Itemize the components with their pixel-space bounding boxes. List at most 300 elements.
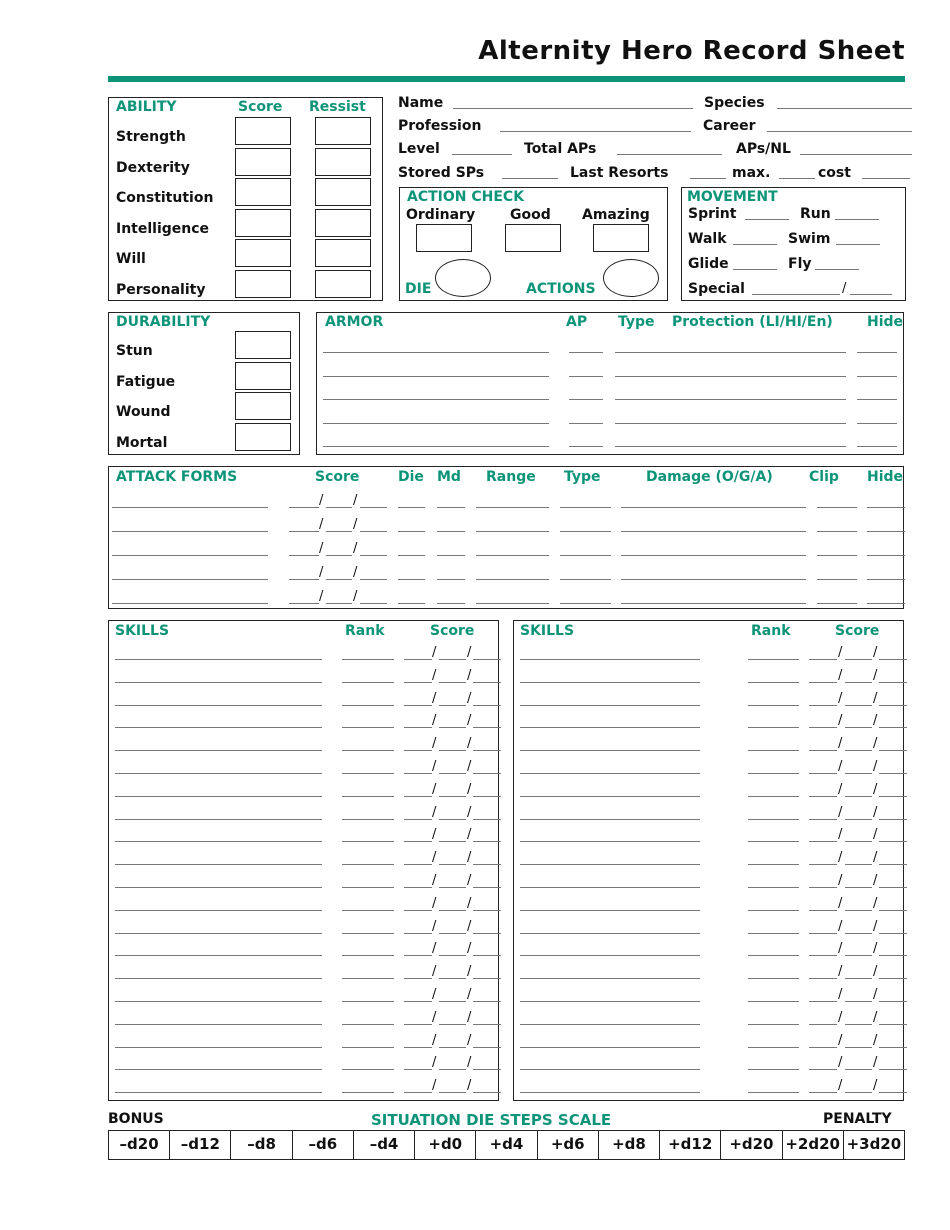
ability-score-box[interactable] [235, 117, 291, 145]
attack-range-field[interactable] [476, 579, 549, 580]
attack-clip-field[interactable] [817, 531, 857, 532]
skill-score-field[interactable] [439, 659, 466, 660]
skill-name-field[interactable] [115, 978, 322, 979]
skill-name-field[interactable] [115, 864, 322, 865]
glide-field[interactable] [733, 269, 777, 270]
armor-type-field[interactable] [615, 352, 661, 353]
skill-name-field[interactable] [520, 819, 700, 820]
special-field-1[interactable] [752, 294, 840, 295]
skill-name-field[interactable] [115, 1092, 322, 1093]
skill-score-field[interactable] [879, 978, 907, 979]
skill-name-field[interactable] [115, 910, 322, 911]
armor-protection-field[interactable] [661, 446, 846, 447]
skill-score-field[interactable] [809, 841, 837, 842]
skill-name-field[interactable] [115, 682, 322, 683]
attack-range-field[interactable] [476, 507, 549, 508]
skill-score-field[interactable] [809, 978, 837, 979]
skill-score-field[interactable] [404, 1069, 432, 1070]
skill-score-field[interactable] [845, 933, 872, 934]
skill-rank-field[interactable] [342, 727, 394, 728]
skill-score-field[interactable] [404, 978, 432, 979]
skill-score-field[interactable] [809, 910, 837, 911]
skill-name-field[interactable] [520, 864, 700, 865]
skill-rank-field[interactable] [342, 955, 394, 956]
attack-score-field[interactable] [326, 531, 352, 532]
skill-score-field[interactable] [473, 887, 501, 888]
skill-score-field[interactable] [845, 887, 872, 888]
walk-field[interactable] [733, 244, 777, 245]
skill-name-field[interactable] [520, 841, 700, 842]
skill-score-field[interactable] [845, 659, 872, 660]
skill-score-field[interactable] [439, 682, 466, 683]
skill-score-field[interactable] [845, 1024, 872, 1025]
attack-name-field[interactable] [112, 531, 268, 532]
skill-score-field[interactable] [439, 910, 466, 911]
sprint-field[interactable] [745, 219, 789, 220]
skill-name-field[interactable] [520, 1069, 700, 1070]
attack-clip-field[interactable] [817, 555, 857, 556]
skill-rank-field[interactable] [342, 1069, 394, 1070]
attack-md-field[interactable] [437, 579, 465, 580]
cost-field[interactable] [862, 178, 910, 179]
skill-score-field[interactable] [845, 910, 872, 911]
skill-score-field[interactable] [404, 1047, 432, 1048]
skill-score-field[interactable] [473, 705, 501, 706]
attack-name-field[interactable] [112, 507, 268, 508]
skill-score-field[interactable] [404, 1092, 432, 1093]
skill-rank-field[interactable] [342, 1024, 394, 1025]
skill-score-field[interactable] [809, 773, 837, 774]
skill-score-field[interactable] [809, 659, 837, 660]
armor-name-field[interactable] [323, 399, 549, 400]
skill-name-field[interactable] [520, 773, 700, 774]
skill-rank-field[interactable] [748, 864, 799, 865]
durability-box-field[interactable] [235, 392, 291, 420]
skill-rank-field[interactable] [342, 933, 394, 934]
skill-score-field[interactable] [404, 910, 432, 911]
skill-name-field[interactable] [520, 887, 700, 888]
ability-resist-box[interactable] [315, 148, 371, 176]
skill-score-field[interactable] [809, 1069, 837, 1070]
skill-score-field[interactable] [845, 864, 872, 865]
skill-score-field[interactable] [879, 955, 907, 956]
swim-field[interactable] [836, 244, 880, 245]
ability-resist-box[interactable] [315, 117, 371, 145]
skill-score-field[interactable] [845, 955, 872, 956]
skill-rank-field[interactable] [748, 750, 799, 751]
skill-score-field[interactable] [404, 750, 432, 751]
skill-score-field[interactable] [473, 1047, 501, 1048]
skill-score-field[interactable] [879, 750, 907, 751]
skill-score-field[interactable] [809, 705, 837, 706]
skill-score-field[interactable] [473, 841, 501, 842]
skill-rank-field[interactable] [342, 864, 394, 865]
skill-score-field[interactable] [404, 864, 432, 865]
attack-die-field[interactable] [398, 507, 425, 508]
skill-rank-field[interactable] [748, 1047, 799, 1048]
skill-rank-field[interactable] [342, 682, 394, 683]
armor-hide-field[interactable] [857, 446, 897, 447]
skill-score-field[interactable] [809, 1001, 837, 1002]
skill-rank-field[interactable] [342, 750, 394, 751]
armor-protection-field[interactable] [661, 352, 846, 353]
amazing-box[interactable] [593, 224, 649, 252]
skill-score-field[interactable] [845, 727, 872, 728]
skill-score-field[interactable] [473, 819, 501, 820]
armor-protection-field[interactable] [661, 399, 846, 400]
attack-clip-field[interactable] [817, 507, 857, 508]
skill-score-field[interactable] [845, 1001, 872, 1002]
skill-score-field[interactable] [809, 1092, 837, 1093]
skill-score-field[interactable] [439, 955, 466, 956]
skill-rank-field[interactable] [342, 1092, 394, 1093]
skill-score-field[interactable] [439, 1024, 466, 1025]
skill-score-field[interactable] [404, 1001, 432, 1002]
skill-rank-field[interactable] [748, 659, 799, 660]
armor-hide-field[interactable] [857, 423, 897, 424]
die-step-cell[interactable]: –d12 [169, 1130, 231, 1160]
skill-score-field[interactable] [404, 705, 432, 706]
skill-score-field[interactable] [879, 1001, 907, 1002]
skill-name-field[interactable] [520, 1047, 700, 1048]
skill-rank-field[interactable] [342, 910, 394, 911]
die-step-cell[interactable]: +2d20 [782, 1130, 844, 1160]
durability-box-field[interactable] [235, 362, 291, 390]
attack-range-field[interactable] [476, 555, 549, 556]
skill-score-field[interactable] [879, 705, 907, 706]
max-field[interactable] [779, 178, 815, 179]
skill-score-field[interactable] [404, 727, 432, 728]
ability-resist-box[interactable] [315, 239, 371, 267]
skill-score-field[interactable] [439, 1047, 466, 1048]
skill-score-field[interactable] [879, 727, 907, 728]
skill-rank-field[interactable] [748, 819, 799, 820]
profession-field[interactable] [500, 131, 691, 132]
skill-name-field[interactable] [115, 727, 322, 728]
skill-score-field[interactable] [845, 841, 872, 842]
ability-score-box[interactable] [235, 270, 291, 298]
attack-score-field[interactable] [326, 507, 352, 508]
ability-score-box[interactable] [235, 209, 291, 237]
attack-damage-field[interactable] [621, 507, 806, 508]
skill-score-field[interactable] [809, 1024, 837, 1025]
attack-name-field[interactable] [112, 579, 268, 580]
skill-score-field[interactable] [879, 819, 907, 820]
skill-rank-field[interactable] [748, 1024, 799, 1025]
attack-score-field[interactable] [326, 603, 352, 604]
attack-die-field[interactable] [398, 579, 425, 580]
attack-hide-field[interactable] [867, 603, 905, 604]
attack-hide-field[interactable] [867, 531, 905, 532]
skill-score-field[interactable] [473, 933, 501, 934]
die-step-cell[interactable]: +d4 [475, 1130, 537, 1160]
skill-rank-field[interactable] [748, 1092, 799, 1093]
attack-clip-field[interactable] [817, 603, 857, 604]
skill-name-field[interactable] [520, 705, 700, 706]
stored-sps-field[interactable] [502, 178, 558, 179]
skill-name-field[interactable] [115, 819, 322, 820]
skill-score-field[interactable] [879, 910, 907, 911]
skill-rank-field[interactable] [342, 796, 394, 797]
skill-score-field[interactable] [845, 750, 872, 751]
die-step-cell[interactable]: +3d20 [843, 1130, 905, 1160]
skill-rank-field[interactable] [748, 841, 799, 842]
skill-score-field[interactable] [809, 955, 837, 956]
skill-score-field[interactable] [473, 773, 501, 774]
attack-score-field[interactable] [360, 507, 387, 508]
skill-name-field[interactable] [115, 1024, 322, 1025]
attack-hide-field[interactable] [867, 507, 905, 508]
good-box[interactable] [505, 224, 561, 252]
skill-score-field[interactable] [439, 887, 466, 888]
skill-name-field[interactable] [520, 1092, 700, 1093]
attack-name-field[interactable] [112, 555, 268, 556]
skill-score-field[interactable] [809, 887, 837, 888]
special-field-2[interactable] [850, 294, 892, 295]
skill-name-field[interactable] [115, 841, 322, 842]
ability-score-box[interactable] [235, 239, 291, 267]
name-field[interactable] [453, 108, 693, 109]
skill-score-field[interactable] [439, 978, 466, 979]
skill-name-field[interactable] [115, 1001, 322, 1002]
skill-score-field[interactable] [404, 955, 432, 956]
skill-rank-field[interactable] [342, 1047, 394, 1048]
armor-ap-field[interactable] [569, 399, 603, 400]
total-aps-field[interactable] [617, 154, 722, 155]
skill-score-field[interactable] [439, 864, 466, 865]
armor-hide-field[interactable] [857, 376, 897, 377]
skill-name-field[interactable] [520, 933, 700, 934]
skill-score-field[interactable] [879, 796, 907, 797]
armor-ap-field[interactable] [569, 352, 603, 353]
skill-name-field[interactable] [115, 955, 322, 956]
attack-score-field[interactable] [326, 555, 352, 556]
skill-score-field[interactable] [879, 841, 907, 842]
fly-field[interactable] [815, 269, 859, 270]
attack-type-field[interactable] [560, 531, 611, 532]
species-field[interactable] [777, 108, 912, 109]
skill-score-field[interactable] [439, 773, 466, 774]
armor-ap-field[interactable] [569, 446, 603, 447]
skill-rank-field[interactable] [748, 955, 799, 956]
attack-score-field[interactable] [289, 603, 319, 604]
skill-rank-field[interactable] [748, 796, 799, 797]
ability-score-box[interactable] [235, 148, 291, 176]
attack-score-field[interactable] [326, 579, 352, 580]
armor-type-field[interactable] [615, 399, 661, 400]
skill-score-field[interactable] [879, 887, 907, 888]
skill-score-field[interactable] [879, 1047, 907, 1048]
skill-score-field[interactable] [845, 796, 872, 797]
die-oval[interactable] [435, 259, 491, 297]
skill-rank-field[interactable] [748, 773, 799, 774]
skill-score-field[interactable] [473, 1001, 501, 1002]
skill-rank-field[interactable] [342, 819, 394, 820]
skill-name-field[interactable] [115, 1069, 322, 1070]
skill-score-field[interactable] [879, 659, 907, 660]
attack-score-field[interactable] [289, 555, 319, 556]
skill-score-field[interactable] [473, 978, 501, 979]
attack-type-field[interactable] [560, 579, 611, 580]
skill-score-field[interactable] [404, 796, 432, 797]
die-step-cell[interactable]: +d8 [598, 1130, 660, 1160]
attack-type-field[interactable] [560, 507, 611, 508]
skill-name-field[interactable] [115, 887, 322, 888]
skill-score-field[interactable] [473, 659, 501, 660]
skill-name-field[interactable] [520, 1001, 700, 1002]
attack-md-field[interactable] [437, 531, 465, 532]
skill-score-field[interactable] [473, 1024, 501, 1025]
armor-name-field[interactable] [323, 423, 549, 424]
skill-score-field[interactable] [845, 773, 872, 774]
skill-score-field[interactable] [439, 1069, 466, 1070]
skill-score-field[interactable] [845, 705, 872, 706]
durability-box-field[interactable] [235, 331, 291, 359]
skill-name-field[interactable] [115, 933, 322, 934]
skill-rank-field[interactable] [748, 682, 799, 683]
attack-type-field[interactable] [560, 603, 611, 604]
skill-rank-field[interactable] [342, 1001, 394, 1002]
skill-rank-field[interactable] [342, 773, 394, 774]
skill-score-field[interactable] [404, 887, 432, 888]
skill-rank-field[interactable] [748, 910, 799, 911]
skill-rank-field[interactable] [748, 1001, 799, 1002]
attack-damage-field[interactable] [621, 555, 806, 556]
armor-name-field[interactable] [323, 376, 549, 377]
skill-score-field[interactable] [879, 1069, 907, 1070]
die-step-cell[interactable]: +d12 [659, 1130, 721, 1160]
skill-score-field[interactable] [473, 910, 501, 911]
skill-score-field[interactable] [439, 705, 466, 706]
die-step-cell[interactable]: –d4 [353, 1130, 415, 1160]
skill-name-field[interactable] [115, 773, 322, 774]
skill-score-field[interactable] [404, 659, 432, 660]
skill-name-field[interactable] [115, 659, 322, 660]
skill-name-field[interactable] [520, 682, 700, 683]
skill-name-field[interactable] [520, 796, 700, 797]
skill-score-field[interactable] [439, 727, 466, 728]
skill-score-field[interactable] [473, 1092, 501, 1093]
armor-protection-field[interactable] [661, 376, 846, 377]
skill-score-field[interactable] [404, 682, 432, 683]
armor-name-field[interactable] [323, 446, 549, 447]
attack-md-field[interactable] [437, 555, 465, 556]
skill-score-field[interactable] [879, 773, 907, 774]
attack-hide-field[interactable] [867, 579, 905, 580]
skill-score-field[interactable] [809, 864, 837, 865]
skill-rank-field[interactable] [748, 727, 799, 728]
attack-score-field[interactable] [360, 531, 387, 532]
skill-score-field[interactable] [879, 682, 907, 683]
attack-hide-field[interactable] [867, 555, 905, 556]
skill-score-field[interactable] [473, 864, 501, 865]
run-field[interactable] [835, 219, 879, 220]
attack-score-field[interactable] [289, 507, 319, 508]
attack-md-field[interactable] [437, 507, 465, 508]
skill-score-field[interactable] [473, 750, 501, 751]
ability-score-box[interactable] [235, 178, 291, 206]
skill-score-field[interactable] [809, 933, 837, 934]
career-field[interactable] [767, 131, 912, 132]
die-step-cell[interactable]: –d6 [292, 1130, 354, 1160]
ability-resist-box[interactable] [315, 178, 371, 206]
skill-score-field[interactable] [809, 727, 837, 728]
attack-die-field[interactable] [398, 531, 425, 532]
skill-name-field[interactable] [115, 705, 322, 706]
skill-name-field[interactable] [520, 727, 700, 728]
skill-score-field[interactable] [809, 819, 837, 820]
skill-name-field[interactable] [520, 1024, 700, 1025]
skill-score-field[interactable] [473, 955, 501, 956]
skill-name-field[interactable] [520, 978, 700, 979]
attack-score-field[interactable] [360, 603, 387, 604]
last-resorts-field[interactable] [690, 178, 726, 179]
skill-name-field[interactable] [115, 750, 322, 751]
die-step-cell[interactable]: +d20 [720, 1130, 782, 1160]
skill-rank-field[interactable] [342, 841, 394, 842]
skill-name-field[interactable] [115, 1047, 322, 1048]
attack-damage-field[interactable] [621, 579, 806, 580]
attack-md-field[interactable] [437, 603, 465, 604]
skill-score-field[interactable] [845, 978, 872, 979]
armor-hide-field[interactable] [857, 352, 897, 353]
skill-name-field[interactable] [520, 750, 700, 751]
durability-box-field[interactable] [235, 423, 291, 451]
skill-score-field[interactable] [404, 773, 432, 774]
skill-score-field[interactable] [404, 1024, 432, 1025]
skill-score-field[interactable] [845, 1092, 872, 1093]
armor-ap-field[interactable] [569, 376, 603, 377]
skill-name-field[interactable] [520, 910, 700, 911]
attack-range-field[interactable] [476, 531, 549, 532]
attack-die-field[interactable] [398, 603, 425, 604]
die-step-cell[interactable]: –d20 [108, 1130, 170, 1160]
aps-nl-field[interactable] [800, 154, 912, 155]
attack-damage-field[interactable] [621, 603, 806, 604]
die-step-cell[interactable]: +d0 [414, 1130, 476, 1160]
skill-score-field[interactable] [879, 1024, 907, 1025]
actions-oval[interactable] [603, 259, 659, 297]
skill-rank-field[interactable] [342, 659, 394, 660]
die-step-cell[interactable]: +d6 [537, 1130, 599, 1160]
attack-score-field[interactable] [360, 555, 387, 556]
skill-score-field[interactable] [879, 933, 907, 934]
skill-rank-field[interactable] [748, 887, 799, 888]
skill-rank-field[interactable] [342, 887, 394, 888]
ability-resist-box[interactable] [315, 209, 371, 237]
attack-clip-field[interactable] [817, 579, 857, 580]
armor-name-field[interactable] [323, 352, 549, 353]
attack-score-field[interactable] [360, 579, 387, 580]
skill-score-field[interactable] [809, 796, 837, 797]
level-field[interactable] [452, 154, 512, 155]
skill-score-field[interactable] [473, 796, 501, 797]
skill-score-field[interactable] [845, 1047, 872, 1048]
skill-score-field[interactable] [439, 819, 466, 820]
skill-score-field[interactable] [879, 1092, 907, 1093]
skill-score-field[interactable] [473, 727, 501, 728]
skill-name-field[interactable] [115, 796, 322, 797]
skill-score-field[interactable] [845, 682, 872, 683]
skill-rank-field[interactable] [748, 933, 799, 934]
skill-rank-field[interactable] [748, 978, 799, 979]
skill-score-field[interactable] [404, 841, 432, 842]
skill-score-field[interactable] [879, 864, 907, 865]
armor-type-field[interactable] [615, 376, 661, 377]
ordinary-box[interactable] [416, 224, 472, 252]
skill-score-field[interactable] [845, 819, 872, 820]
armor-type-field[interactable] [615, 446, 661, 447]
